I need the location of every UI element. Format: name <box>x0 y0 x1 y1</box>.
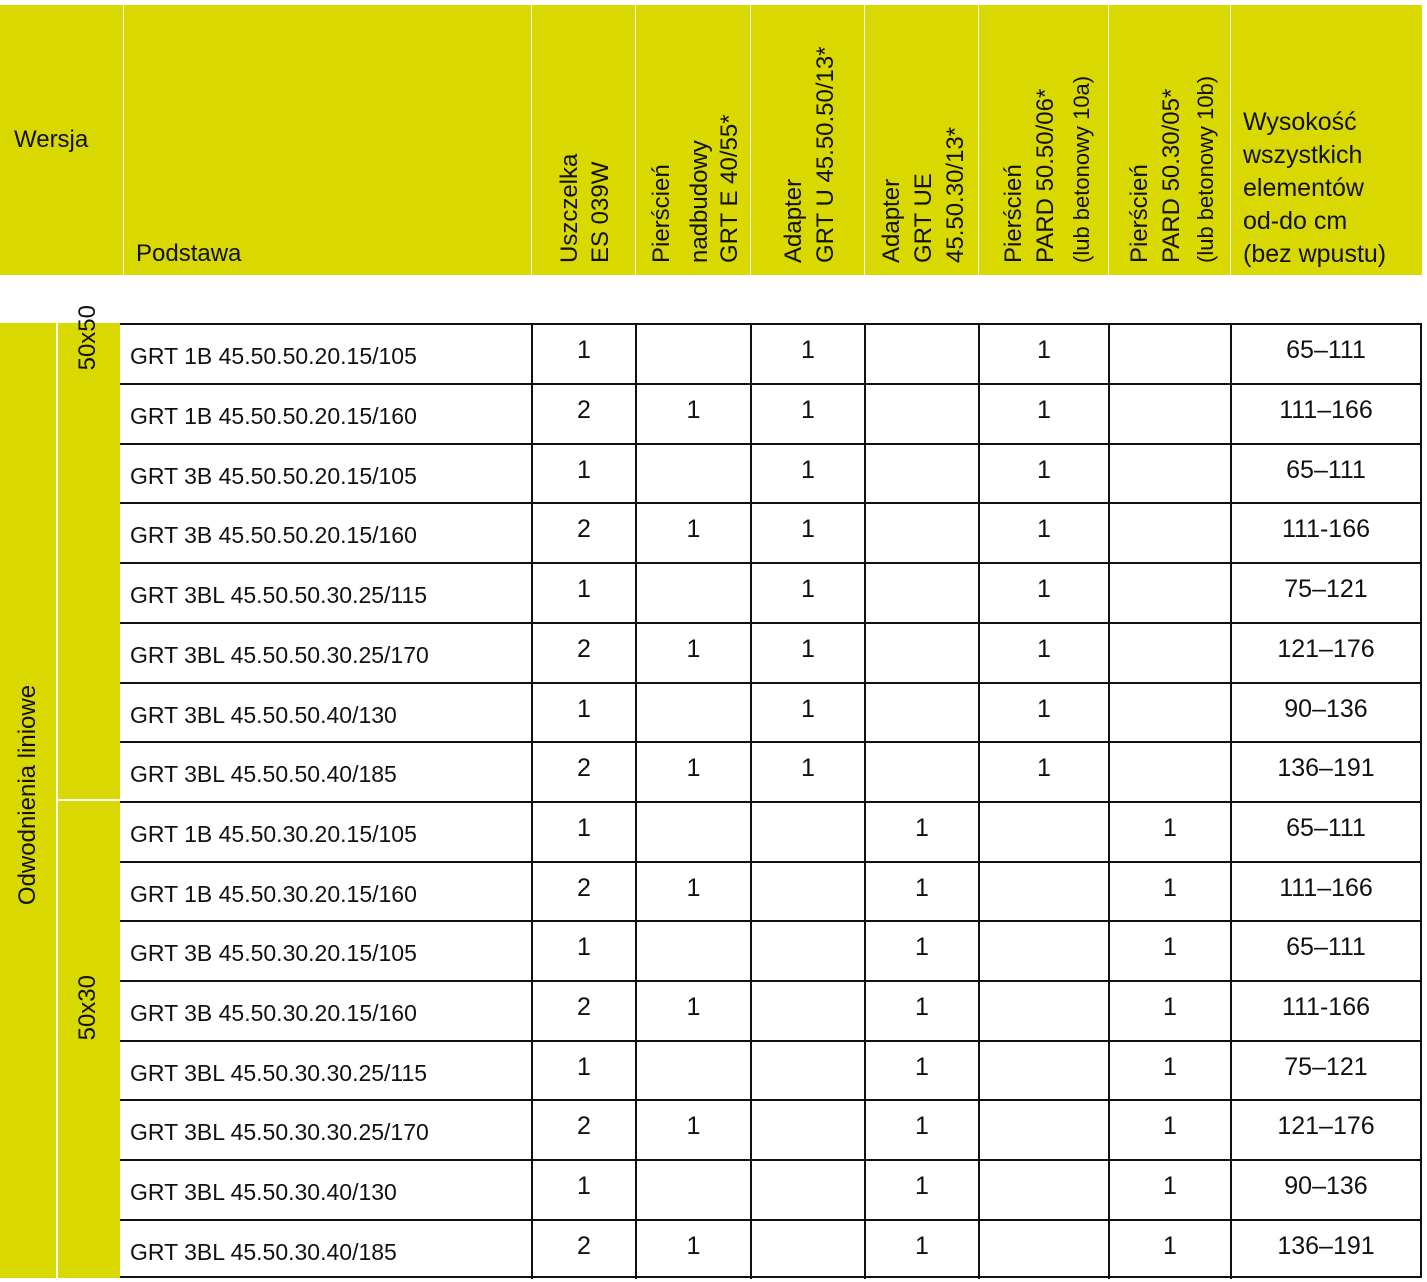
header-divider <box>1230 5 1231 275</box>
cell-quantity: 1 <box>750 385 864 443</box>
cell-quantity: 1 <box>978 624 1108 682</box>
cell-quantity <box>750 1221 864 1279</box>
table-row <box>120 861 1422 921</box>
cell-quantity <box>864 325 978 383</box>
cell-quantity: 1 <box>635 743 750 801</box>
cell-quantity: 1 <box>750 624 864 682</box>
cell-podstawa: GRT 3B 45.50.30.20.15/105 <box>130 940 417 966</box>
table-right-border <box>1420 323 1422 1278</box>
table-row <box>120 383 1422 443</box>
cell-quantity: 2 <box>531 504 635 562</box>
cell-quantity: 1 <box>750 743 864 801</box>
cell-podstawa: GRT 3BL 45.50.30.30.25/170 <box>130 1119 429 1145</box>
cell-quantity: 1 <box>750 504 864 562</box>
cell-quantity <box>864 385 978 443</box>
cell-quantity: 1 <box>978 743 1108 801</box>
cell-quantity: 1 <box>978 325 1108 383</box>
cell-quantity: 1 <box>1108 1042 1230 1100</box>
cell-quantity: 1 <box>1108 1221 1230 1279</box>
cell-quantity <box>978 1221 1108 1279</box>
cell-podstawa: GRT 3B 45.50.50.20.15/105 <box>130 463 417 489</box>
header-divider <box>978 5 979 275</box>
cell-quantity <box>1108 684 1230 742</box>
cell-quantity <box>864 445 978 503</box>
table-row <box>120 980 1422 1040</box>
cell-quantity: 1 <box>1108 982 1230 1040</box>
cell-podstawa: GRT 1B 45.50.30.20.15/105 <box>130 821 417 847</box>
cell-height-range: 111-166 <box>1230 504 1420 562</box>
table-row <box>120 323 1422 383</box>
cell-quantity: 1 <box>635 624 750 682</box>
header-wysokosc: Wysokość wszystkich elementów od-do cm (bez wpustu) <box>1243 108 1387 268</box>
cell-quantity: 1 <box>1108 922 1230 980</box>
group-50x50: 50x50 <box>58 323 120 799</box>
cell-height-range: 90–136 <box>1230 684 1420 742</box>
cell-height-range: 65–111 <box>1230 445 1420 503</box>
cell-quantity: 1 <box>635 863 750 921</box>
cell-quantity <box>635 684 750 742</box>
table-row <box>120 562 1422 622</box>
cell-quantity: 1 <box>864 1101 978 1159</box>
header-divider <box>864 5 865 275</box>
cell-quantity: 1 <box>978 445 1108 503</box>
table-row <box>120 801 1422 861</box>
cell-quantity: 1 <box>750 684 864 742</box>
cell-quantity <box>978 803 1108 861</box>
cell-height-range: 75–121 <box>1230 1042 1420 1100</box>
cell-quantity: 1 <box>750 564 864 622</box>
cell-quantity: 1 <box>531 445 635 503</box>
cell-quantity <box>1108 504 1230 562</box>
cell-quantity <box>978 982 1108 1040</box>
table-row <box>120 920 1422 980</box>
cell-quantity: 1 <box>864 922 978 980</box>
cell-quantity: 1 <box>531 684 635 742</box>
cell-height-range: 111–166 <box>1230 863 1420 921</box>
cell-quantity <box>635 1161 750 1219</box>
cell-podstawa: GRT 3BL 45.50.30.40/130 <box>130 1179 397 1205</box>
cell-quantity: 1 <box>978 504 1108 562</box>
cell-quantity <box>1108 743 1230 801</box>
cell-podstawa: GRT 3BL 45.50.50.40/130 <box>130 702 397 728</box>
header-divider <box>635 5 636 275</box>
cell-podstawa: GRT 3BL 45.50.50.30.25/170 <box>130 642 429 668</box>
table-bottom-border <box>120 1276 1422 1278</box>
cell-quantity: 2 <box>531 1101 635 1159</box>
cell-podstawa: GRT 3BL 45.50.30.40/185 <box>130 1239 397 1265</box>
cell-quantity <box>750 1161 864 1219</box>
cell-quantity <box>750 1101 864 1159</box>
cell-quantity: 1 <box>531 325 635 383</box>
group-odwodnienia-liniowe: Odwodnienia liniowe <box>0 323 56 1278</box>
cell-quantity: 1 <box>864 803 978 861</box>
cell-quantity: 1 <box>531 922 635 980</box>
cell-quantity <box>1108 564 1230 622</box>
cell-quantity <box>978 1042 1108 1100</box>
cell-quantity: 2 <box>531 1221 635 1279</box>
cell-quantity <box>978 922 1108 980</box>
cell-height-range: 136–191 <box>1230 743 1420 801</box>
cell-quantity: 1 <box>635 385 750 443</box>
cell-quantity <box>978 1101 1108 1159</box>
table-row <box>120 1159 1422 1219</box>
header-divider <box>750 5 751 275</box>
table-row <box>120 1219 1422 1279</box>
cell-quantity <box>1108 385 1230 443</box>
table-row <box>120 1099 1422 1159</box>
cell-quantity: 1 <box>750 325 864 383</box>
table-row <box>120 622 1422 682</box>
cell-podstawa: GRT 3B 45.50.30.20.15/160 <box>130 1000 417 1026</box>
cell-quantity <box>635 325 750 383</box>
cell-quantity <box>864 504 978 562</box>
cell-quantity <box>750 1042 864 1100</box>
cell-quantity: 1 <box>1108 1161 1230 1219</box>
cell-podstawa: GRT 3BL 45.50.30.30.25/115 <box>130 1060 428 1086</box>
cell-quantity: 1 <box>1108 1101 1230 1159</box>
cell-height-range: 121–176 <box>1230 624 1420 682</box>
cell-quantity <box>864 624 978 682</box>
cell-height-range: 65–111 <box>1230 325 1420 383</box>
cell-quantity <box>635 1042 750 1100</box>
cell-height-range: 75–121 <box>1230 564 1420 622</box>
cell-height-range: 136–191 <box>1230 1221 1420 1279</box>
cell-quantity <box>978 1161 1108 1219</box>
cell-quantity: 2 <box>531 385 635 443</box>
cell-quantity: 2 <box>531 863 635 921</box>
cell-quantity <box>864 743 978 801</box>
cell-quantity: 1 <box>635 1221 750 1279</box>
cell-quantity: 1 <box>531 564 635 622</box>
header-divider <box>1108 5 1109 275</box>
cell-height-range: 90–136 <box>1230 1161 1420 1219</box>
cell-podstawa: GRT 3B 45.50.50.20.15/160 <box>130 522 417 548</box>
cell-quantity: 2 <box>531 743 635 801</box>
cell-quantity: 1 <box>978 385 1108 443</box>
cell-quantity <box>864 564 978 622</box>
table-row <box>120 502 1422 562</box>
cell-quantity <box>1108 445 1230 503</box>
cell-quantity <box>750 982 864 1040</box>
cell-quantity: 1 <box>978 684 1108 742</box>
cell-quantity: 1 <box>864 1221 978 1279</box>
table-row <box>120 443 1422 503</box>
cell-quantity: 1 <box>531 1042 635 1100</box>
cell-podstawa: GRT 3BL 45.50.50.40/185 <box>130 761 397 787</box>
cell-quantity <box>750 863 864 921</box>
cell-podstawa: GRT 1B 45.50.50.20.15/105 <box>130 343 417 369</box>
cell-podstawa: GRT 1B 45.50.30.20.15/160 <box>130 881 417 907</box>
cell-quantity <box>1108 325 1230 383</box>
cell-quantity: 1 <box>750 445 864 503</box>
cell-quantity: 1 <box>635 982 750 1040</box>
header-podstawa: Podstawa <box>136 240 242 267</box>
cell-height-range: 111–166 <box>1230 385 1420 443</box>
cell-quantity: 1 <box>531 1161 635 1219</box>
table-row <box>120 1040 1422 1100</box>
cell-height-range: 111-166 <box>1230 982 1420 1040</box>
cell-quantity: 1 <box>635 504 750 562</box>
cell-quantity: 1 <box>864 863 978 921</box>
cell-height-range: 121–176 <box>1230 1101 1420 1159</box>
table-row <box>120 741 1422 801</box>
group-50x30: 50x30 <box>58 801 120 1278</box>
cell-quantity: 1 <box>864 982 978 1040</box>
cell-quantity <box>635 922 750 980</box>
cell-quantity <box>750 803 864 861</box>
table-row <box>120 682 1422 742</box>
cell-quantity: 2 <box>531 624 635 682</box>
cell-quantity <box>635 803 750 861</box>
header-divider <box>531 5 532 275</box>
cell-quantity: 1 <box>531 803 635 861</box>
cell-quantity <box>750 922 864 980</box>
cell-quantity: 1 <box>978 564 1108 622</box>
cell-quantity <box>978 863 1108 921</box>
cell-quantity <box>1108 624 1230 682</box>
cell-height-range: 65–111 <box>1230 922 1420 980</box>
cell-quantity: 1 <box>864 1161 978 1219</box>
cell-podstawa: GRT 3BL 45.50.50.30.25/115 <box>130 582 428 608</box>
cell-quantity <box>635 564 750 622</box>
cell-quantity: 1 <box>1108 863 1230 921</box>
cell-height-range: 65–111 <box>1230 803 1420 861</box>
cell-quantity <box>864 684 978 742</box>
header-divider <box>123 5 124 275</box>
cell-quantity: 1 <box>635 1101 750 1159</box>
cell-quantity <box>635 445 750 503</box>
cell-quantity: 1 <box>1108 803 1230 861</box>
cell-quantity: 2 <box>531 982 635 1040</box>
cell-quantity: 1 <box>864 1042 978 1100</box>
cell-podstawa: GRT 1B 45.50.50.20.15/160 <box>130 403 417 429</box>
header-wersja: Wersja <box>14 126 89 153</box>
